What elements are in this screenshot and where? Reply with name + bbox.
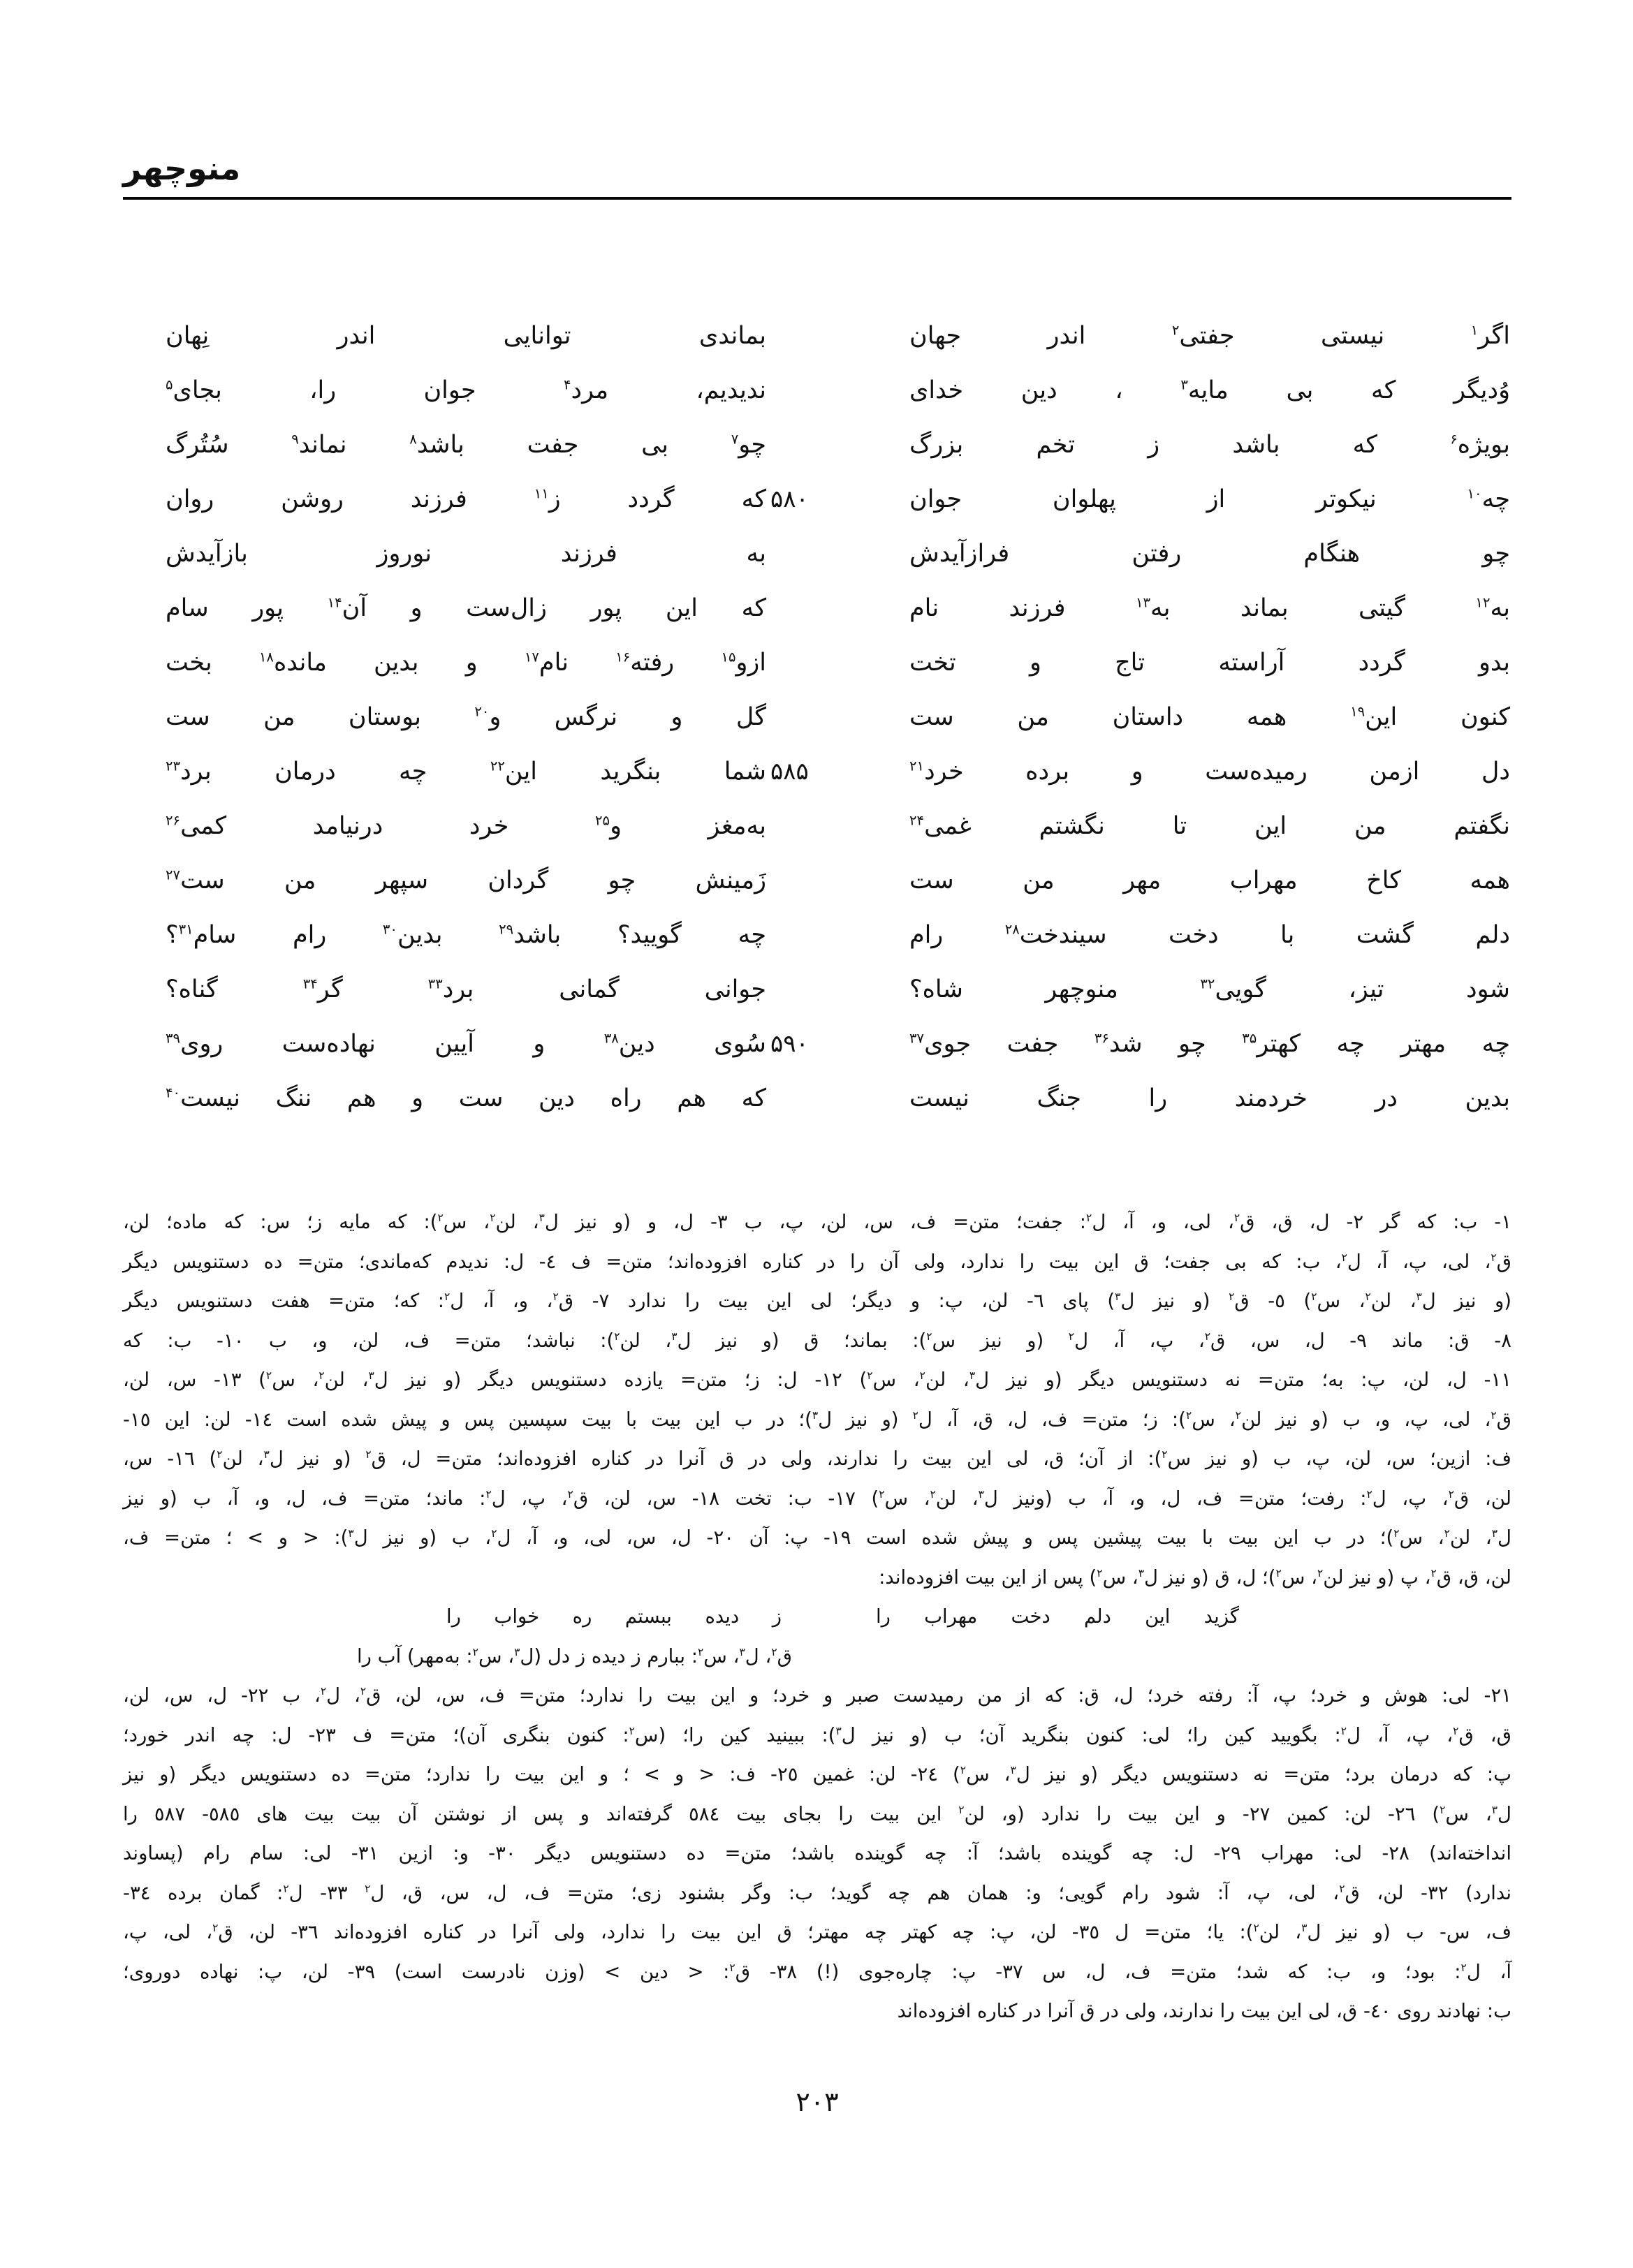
verse-row: [166, 908, 1510, 962]
hemistich-left: که هم راه دین ست و هم ننگ نیست$^{۴۰}$: [166, 1084, 766, 1112]
verse-row: [166, 635, 1510, 690]
hemistich-left: به فرزند نوروز بازآیدش: [166, 540, 766, 568]
apparatus-line: لن، ق$^۲$، پ، ل$^۲$: رفت؛ متن= ف، ل، و، آ، ب (ونیز ل$^۳$، لن$^۲$، س$^۲$) ١٧- ب: تخت ١٨- س، لن، ق$^۲$، پ، ل$^۲$: ماند؛ متن= ف، ل، و، آ، ب (و نیز: [123, 1487, 1512, 1510]
inserted-verse-right: گزید این دلم دخت مهراب را: [876, 1605, 1239, 1628]
verse-row: [166, 526, 1510, 581]
verse-row: [166, 962, 1510, 1017]
apparatus-line: ق$^۲$، لی، پ، و، ب (و نیز لن$^۲$، س$^۲$): ز؛ متن= ف، ل، ق، آ، ل$^۲$ (و نیز ل$^۳$)؛ در ب این بیت با بیت سپسین پس و پیش شده است ١٤- لن: این ١٥-: [123, 1408, 1511, 1431]
apparatus-line: ١- ب: که گر ٢- ل، ق، ق$^۲$، لی، و، آ، ل$^۲$: جفت؛ متن= ف، س، لن، پ، ب ٣- ل، و (و نیز ل$^۳$، لن$^۲$، س$^۲$): که مایه ز؛ س: که ماده؛ لن،: [123, 1211, 1512, 1233]
hemistich-right: دل ازمن رمیده‌ست و برده خرد$^{۲۱}$: [909, 758, 1510, 786]
apparatus-line: ل$^۳$، س$^۲$) ٢٦- لن: کمین ٢٧- و این بیت را ندارد (و، لن$^۲$ این بیت را بجای بیت ٥٨٤ گرفته‌اند و پس از نوشتن آن بیت بیت های ٥٨٥- ٥٨٧ را: [123, 1802, 1511, 1825]
verse-number: ۵۹۰: [770, 1030, 809, 1058]
verse-row: [166, 581, 1510, 635]
hemistich-right: وُدیگر که بی مایه$^۳$ ، دین خدای: [909, 376, 1510, 404]
hemistich-right: چه$^{۱۰}$ نیکوتر از پهلوان جوان: [909, 485, 1510, 513]
hemistich-right: کنون این$^{۱۹}$ همه داستان من ست: [909, 703, 1510, 731]
apparatus: [123, 1202, 1511, 2031]
apparatus-line: ف: ازین؛ س، لن، پ، ب (و نیز س$^۲$): از آن؛ ق، لی این بیت را ندارند، ولی در ق آنرا در کناره افزوده‌اند؛ متن= ل، ق$^۲$ (و نیز ل$^۳$، لن$^۲$) ١٦- س،: [123, 1448, 1511, 1470]
hemistich-right: به$^{۱۲}$ گیتی بماند به$^{۱۳}$ فرزند نام: [909, 594, 1510, 622]
hemistich-left: ندیدیم، مرد$^۴$ جوان را، بجای$^۵$: [166, 376, 767, 404]
hemistich-left: شما بنگرید این$^{۲۲}$ چه درمان برد$^{۲۳}$: [166, 758, 766, 786]
verse-row: [166, 1071, 1510, 1126]
page-number: ۲۰۳: [796, 2086, 839, 2117]
verse-row: [166, 853, 1510, 908]
hemistich-right: بویژه$^۶$ که باشد ز تخم بزرگ: [909, 431, 1510, 459]
apparatus-line: لن، ق، ق$^۲$، پ (و نیز لن$^۲$، س$^۲$)؛ ل، ق (و نیز ل$^۳$، س$^۲$) پس از این بیت افزوده‌اند:: [879, 1566, 1511, 1589]
apparatus-line: ف، س- ب (و نیز ل$^۳$، لن$^۲$): یا؛ متن= ل ٣٥- لن، پ: چه کهتر چه مهتر؛ ق این بیت را ندارد، ولی آنرا در کناره افزوده‌اند ٣٦- لن، ق$^۲$، لی، پ،: [123, 1921, 1511, 1943]
hemistich-right: همه کاخ مهراب مهر من ست: [909, 867, 1510, 894]
verse-number: ۵۸۰: [770, 485, 809, 513]
hemistich-right: دلم گشت با دخت سیندخت$^{۲۸}$ رام: [909, 921, 1510, 949]
hemistich-left: که گردد ز$^{۱۱}$ فرزند روشن روان: [166, 485, 766, 513]
hemistich-right: اگر$^۱$ نیستی جفتی$^۲$ اندر جهان: [909, 322, 1510, 350]
apparatus-line: (و نیز ل$^۳$، لن$^۲$، س$^۲$) ٥- ق$^۲$ (و نیز ل$^۳$) پای ٦- لن، پ: و دیگر؛ لی این بیت را ندارد ٧- ق$^۲$، و، آ، ل$^۲$: که؛ متن= هفت دستنویس دیگر: [123, 1290, 1511, 1312]
verse-row: [166, 1017, 1510, 1071]
hemistich-right: چو هنگام رفتن فرازآیدش: [909, 540, 1510, 568]
hemistich-right: چه مهتر چه کهتر$^{۳۵}$ چو شد$^{۳۶}$ جفت جوی$^{۳۷}$: [909, 1030, 1510, 1058]
verse-row: [166, 363, 1510, 418]
header-rule: [123, 197, 1511, 200]
verse-row: [166, 690, 1510, 744]
hemistich-left: سُوی دین$^{۳۸}$ و آیین نهاده‌ست روی$^{۳۹}$: [166, 1030, 766, 1058]
verse-row: [166, 799, 1510, 853]
hemistich-left: گل و نرگس و$^{۲۰}$ بوستان من ست: [166, 703, 766, 731]
hemistich-left: که این پور زال‌ست و آن$^{۱۴}$ پور سام: [166, 594, 766, 622]
apparatus-line: ١١- ل، لن، پ: به؛ متن= نه دستنویس دیگر (و نیز ل$^۳$، لن$^۲$، س$^۲$) ١٢- ل: ز؛ متن= یازده دستنویس دیگر (و نیز ل$^۳$، لن$^۲$، س$^۲$) ١٣- س، لن،: [123, 1369, 1512, 1391]
hemistich-right: بدین در خردمند را جنگ نیست: [909, 1084, 1510, 1112]
poem: [166, 309, 1510, 1126]
apparatus-line: پ: که درمان برد؛ متن= نه دستنویس دیگر (و نیز ل$^۳$، س$^۲$) ٢٤- لن: غمین ٢٥- ف: < و > ؛ و این بیت را ندارد؛ متن= ده دستنویس دیگر (و نیز: [123, 1763, 1511, 1785]
verse-row: [166, 309, 1510, 363]
verse-row: [166, 472, 1510, 526]
inserted-verse-left: ز دیده ببستم ره خواب را: [446, 1605, 782, 1628]
hemistich-left: زَمینش چو گردان سپهر من ست$^{۲۷}$: [166, 867, 766, 894]
hemistich-left: ازو$^{۱۵}$ رفته$^{۱۶}$ نام$^{۱۷}$ و بدین مانده$^{۱۸}$ بخت: [166, 649, 767, 677]
hemistich-left: بماندی توانایی اندر نِهان: [166, 322, 766, 350]
verse-number: ۵۸۵: [770, 758, 809, 786]
hemistich-left: چو$^۷$ بی جفت باشد$^۸$ نماند$^۹$ سُتُرگ: [166, 431, 766, 459]
running-header: منوچهر: [123, 149, 241, 187]
verse-row: [166, 418, 1510, 472]
hemistich-right: نگفتم من این تا نگشتم غمی$^{۲۴}$: [909, 812, 1510, 840]
apparatus-line: ق، ق$^۲$، پ، آ، ل$^۲$: بگویید کین را؛ لی: کنون بنگرید آن؛ ب (و نیز ل$^۳$): ببینید کین را؛ (س$^۲$: کنون بنگری آن)؛ متن= ف ٢٣- ل: چه اندر خورد؛: [123, 1723, 1511, 1746]
apparatus-line: ٨- ق: ماند ٩- ل، س، ق$^۲$، پ، آ، ل$^۲$ (و نیز س$^۲$): بماند؛ ق (و نیز ل$^۳$، لن$^۲$): نباشد؛ متن= ف، لن، و، ب ١٠- ب: که: [123, 1329, 1511, 1352]
hemistich-left: جوانی گمانی برد$^{۳۳}$ گر$^{۳۴}$ گناه؟: [166, 975, 767, 1003]
hemistich-right: شود تیز، گویی$^{۳۲}$ منوچهر شاه؟: [909, 975, 1510, 1003]
apparatus-line: ق$^۲$، لی، پ، آ، ل$^۲$، ب: که بی جفت؛ ق این بیت را ندارد، ولی آن را در کناره افزوده‌اند؛ متن= ف ٤- ل: ندیدم که‌ماندی؛ متن= ده دستنویس دیگر: [123, 1250, 1511, 1273]
apparatus-line: ب: نهادند روی ٤٠- ق، لی این بیت را ندارند، ولی در ق آنرا در کناره افزوده‌اند: [897, 2000, 1511, 2022]
apparatus-line: انداخته‌اند) ٢٨- لی: مهراب ٢٩- ل: چه گوینده باشد؛ آ: چه گوینده باشد؛ متن= ده دستنویس دیگر ٣٠- و: ازین ٣١- لی: سام رام (پساوند: [123, 1842, 1511, 1864]
verse-row: [166, 744, 1510, 799]
hemistich-left: چه گویید؟ باشد$^{۲۹}$ بدین$^{۳۰}$ رام سام$^{۳۱}$؟: [166, 921, 766, 949]
apparatus-line: ٢١- لی: هوش و خرد؛ پ، آ: رفته خرد؛ ل، ق: که از من رمیدست صبر و خرد؛ و این بیت را ندارد؛ متن= ف، س، لن، ق$^۲$، ل$^۲$، ب ٢٢- ل، س، لن،: [123, 1684, 1512, 1707]
apparatus-line: آ، ل$^۲$: بود؛ و، ب: که شد؛ متن= ف، ل، س ٣٧- پ: چاره‌جوی (!) ٣٨- ق$^۲$: < دین > (وزن نادرست است) ٣٩- لن، پ: نهاده دوروی؛: [123, 1960, 1511, 1983]
apparatus-line: ق$^۲$، ل$^۳$، س$^۲$: ببارم ز دیده ز دل (ل$^۳$، س$^۲$: به‌مهر) آب را: [357, 1644, 792, 1667]
apparatus-line: ندارد) ٣٢- لن، ق$^۲$، لی، پ، آ: شود رام گویی؛ و: همان هم چه گوید؛ ب: وگر بشنود زی؛ متن= ف، ل، س، ق، ل$^۲$ ٣٣- ل$^۲$: گمان برده ٣٤-: [123, 1881, 1511, 1904]
apparatus-inserted-verse: [123, 1597, 1511, 1637]
hemistich-left: به‌مغز و$^{۲۵}$ خرد درنیامد کمی$^{۲۶}$: [166, 812, 766, 840]
apparatus-line: ل$^۳$، لن$^۲$، س$^۲$)؛ در ب این بیت با بیت پیشین پس و پیش شده است ١٩- پ: آن ٢٠- ل، س، لی، و، آ، ل$^۲$، ب (و نیز ل$^۳$): < و > ؛ متن= ف،: [123, 1526, 1512, 1549]
hemistich-right: بدو گردد آراسته تاج و تخت: [909, 649, 1510, 677]
